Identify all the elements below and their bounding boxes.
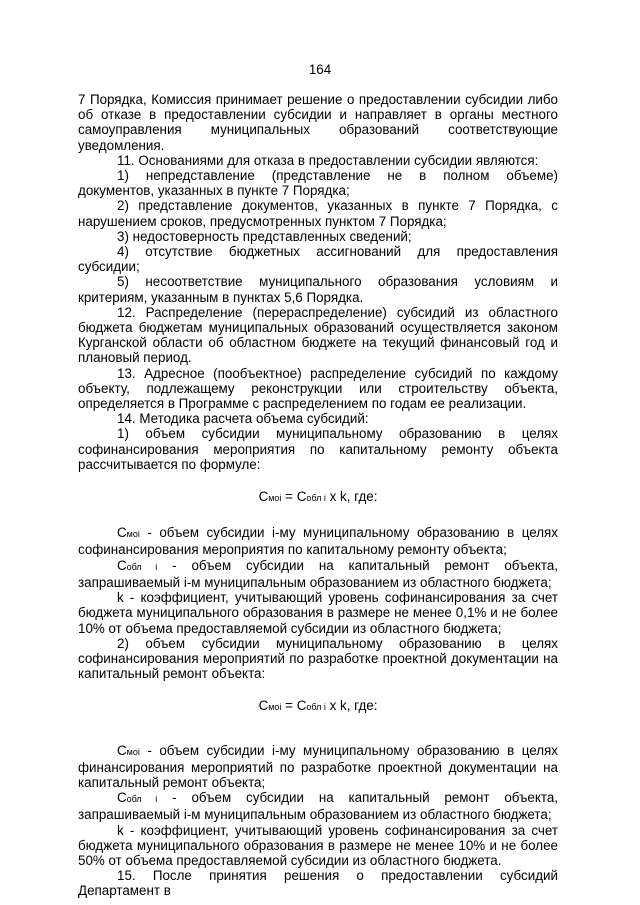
spacer [78,735,558,743]
list-item: 3) недостоверность представленных сведений; [117,228,412,244]
definition: k - коэффициент, учитывающий уровень софинансирования за счет бюджета муниципального образования в размере не менее 0,1% и не более 10% от объема предоставляемой субсидии из областного бюджета; [78,590,558,636]
list-item: 2) объем субсидии муниципальному образованию в целях софинансирования мероприятий по разработке проектной документации на капитальный ремонт объекта: [78,635,558,682]
definition: k - коэффициент, учитывающий уровень софинансирования за счет бюджета муниципального образования в размере не менее 10% и не более 50% от объема предоставляемой субсидии из областного бюджета. [78,822,558,868]
definition: Смoi - объем субсидии i-му муниципальному образованию в целях софинансирования мероприятия по капитальному ремонту объекта; [78,525,558,558]
definition: Собл i - объем субсидии на капитальный ремонт объекта, запрашиваемый i-м муниципальным образованием из областного бюджета; [78,790,558,823]
formula-1: Смoi = Собл i x k, где: [258,489,378,505]
list-item: 1) объем субсидии муниципальному образованию в целях софинансирования мероприятия по капитальному ремонту объекта рассчитывается по формуле: [78,426,558,472]
paragraph: 13. Адресное (пообъектное) распределение субсидий по каждому объекту, подлежащему реконструкции или строительству объекта, определяется в Программе с распределением по годам ее реализации. [78,365,558,412]
list-item: 5) несоответствие муниципального образования условиям и критериям, указанным в пунктах 5,6 Порядка. [78,274,558,305]
formula-2: Смoi = Собл i x k, где: [258,698,378,714]
paragraph: 11. Основаниями для отказа в предоставлении субсидии являются: [117,152,539,168]
definition: Смoi - объем субсидии i-му муниципальному образованию в целях финансирования мероприятий по разработке проектной документации на капитальный ремонт объекта; [78,742,558,790]
list-item: 1) непредставление (представление не в полном объеме) документов, указанных в пункте 7 Порядка; [78,168,558,199]
paragraph: 14. Методика расчета объема субсидий: [117,411,369,427]
paragraph: 7 Порядка, Комиссия принимает решение о предоставлении субсидии либо об отказе в предоставлении субсидии и направляет в органы местного самоуправления муниципальных образований соответствующие уведомления. [78,92,558,153]
paragraph: 12. Распределение (перераспределение) субсидий из областного бюджета бюджетам муниципальных образований осуществляется законом Курганской области об областном бюджете на текущий финансовый год и плановый период. [78,304,558,366]
page-number: 164 [308,62,332,77]
list-item: 2) представление документов, указанных в пункте 7 Порядка, с нарушением сроков, предусмотренных пунктом 7 Порядка; [78,198,558,229]
definition: Собл i - объем субсидии на капитальный ремонт объекта, запрашиваемый i-м муниципальным образованием из областного бюджета; [78,557,558,590]
list-item: 4) отсутствие бюджетных ассигнований для предоставления субсидии; [78,244,558,275]
document-body [78,92,558,899]
paragraph: 15. После принятия решения о предоставлении субсидий Департамент в [78,868,558,899]
